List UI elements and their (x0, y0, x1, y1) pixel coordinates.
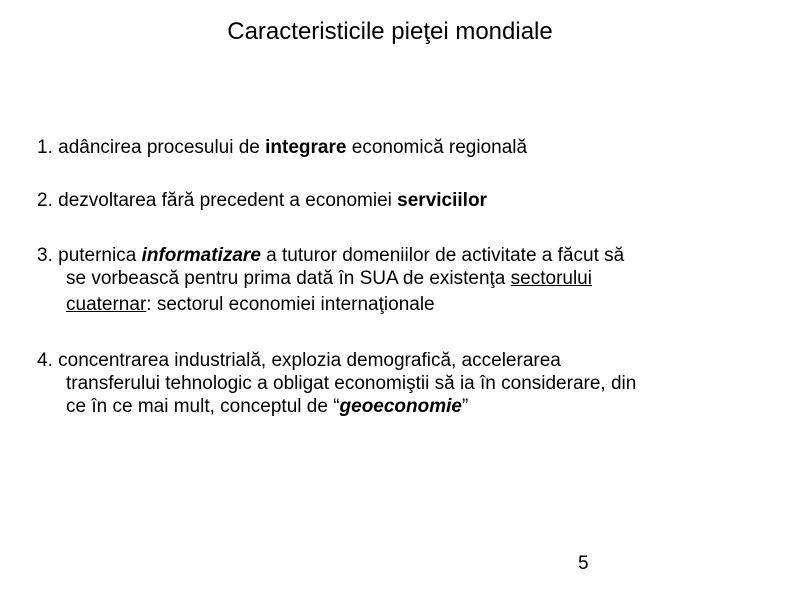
list-item-3-line-1-rest: a tuturor domeniilor de activitate a făcut să (260, 245, 625, 266)
list-item-3-bold-italic: informatizare (141, 245, 261, 266)
list-item-2-bold: serviciilor (397, 190, 487, 211)
list-item-4-bold-italic: geoeconomie (339, 396, 462, 417)
list-item-3-line-1 (37, 244, 757, 267)
list-item-1-bold: integrare (265, 137, 347, 158)
list-item-3-line-3 (37, 293, 757, 316)
list-item-3 (37, 244, 757, 316)
list-item-4-line-3-prefix: ce în ce mai mult, conceptul de “ (66, 396, 340, 417)
list-item-3-underline-1: sectorului (510, 268, 592, 289)
list-item-3-underline-2: cuaternar (66, 294, 147, 315)
list-item-2-line (37, 189, 757, 212)
list-item-4-line-1: 4. concentrarea industrială, explozia demografică, accelerarea (37, 350, 561, 371)
list-item-3-line-3-rest: : sectorul economiei internaţionale (146, 294, 435, 315)
slide-title: Caracteristicile pieţei mondiale (227, 18, 553, 45)
list-item-3-line-2 (37, 267, 757, 290)
list-item-1-prefix: 1. adâncirea procesului de (37, 137, 266, 158)
page-number: 5 (578, 553, 589, 574)
list-item-3-line-2-text: se vorbească pentru prima dată în SUA de existenţa (66, 268, 511, 289)
list-item-4 (37, 349, 757, 418)
list-item-3-prefix: 3. puternica (37, 245, 142, 266)
list-item-1-suffix: economică regională (346, 137, 528, 158)
list-item-4-line-3-suffix: ” (462, 396, 469, 417)
list-item-4-line-2: transferului tehnologic a obligat economiştii să ia în considerare, din (66, 373, 637, 394)
list-item-2 (37, 189, 757, 212)
list-item-4-line-3 (37, 395, 757, 418)
list-item-1 (37, 136, 757, 159)
list-item-2-prefix: 2. dezvoltarea fără precedent a economiei (37, 190, 398, 211)
list-item-1-line (37, 136, 757, 159)
